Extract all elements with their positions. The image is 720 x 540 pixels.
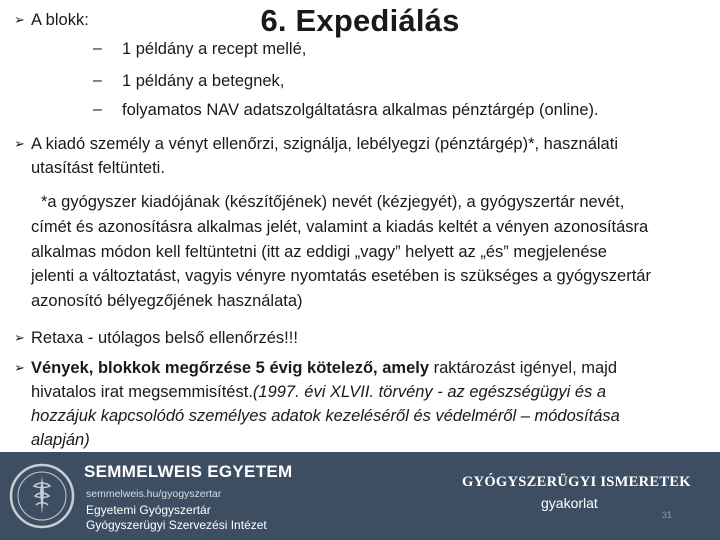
footnote-line: *a gyógyszer kiadójának (készítőjének) nevét (kézjegyét), a gyógyszertár nevét, (41, 193, 625, 211)
normal-text: raktározást igényel, majd (429, 359, 618, 377)
dash-marker: – (93, 72, 102, 89)
bullet-text: A blokk: (31, 11, 89, 29)
bullet-arrow-icon: ➢ (14, 136, 25, 151)
slide-title: 6. Expediálás (260, 3, 460, 38)
bullet-text-line1: A kiadó személy a vényt ellenőrzi, szignálja, lebélyegzi (pénztárgép)*, használati (31, 135, 618, 153)
bold-text: Vények, blokkok megőrzése 5 évig kötelező, amely (31, 359, 430, 377)
footnote-line: alkalmas módon kell feltüntetni (itt az eddigi „vagy” helyett az „és” megjelenése (31, 242, 607, 261)
university-name: SEMMELWEIS EGYETEM (84, 462, 293, 481)
bullet-text-line4 (14, 428, 714, 452)
bullet-kiado-szemely (14, 132, 714, 180)
dash-marker: – (93, 101, 102, 118)
bullet-arrow-icon: ➢ (14, 12, 25, 27)
italic-text: hozzájuk kapcsolódó személyes adatok kezeléséről és védelméről – módosítása (31, 407, 620, 425)
bullet-text-line2 (14, 380, 714, 404)
bullet-text-line3 (14, 404, 714, 428)
bullet-arrow-icon: ➢ (14, 360, 25, 375)
footnote-paragraph (31, 190, 711, 314)
page-number: 31 (662, 510, 673, 520)
sub-item-recept (93, 37, 703, 61)
course-title: GYÓGYSZERÜGYI ISMERETEK (462, 474, 691, 490)
bullet-retaxa (14, 326, 714, 350)
sub-item-text: 1 példány a betegnek, (122, 72, 285, 90)
footnote-line: címét és azonosításra alkalmas jelét, valamint a kiadás keltét a vényen azonosításra (31, 217, 649, 236)
bullet-megorzes (14, 356, 714, 452)
institute-line2: Gyógyszerügyi Szervezési Intézet (86, 518, 267, 532)
footnote-line: azonosító bélyegzőjének használata) (31, 292, 303, 311)
bullet-a-blokk (14, 8, 214, 32)
sub-item-beteg (93, 69, 703, 93)
course-type: gyakorlat (541, 495, 598, 511)
dash-marker: – (93, 40, 102, 57)
italic-text: (1997. évi XLVII. törvény - az egészségügyi és a (252, 383, 607, 401)
normal-text: hivatalos irat megsemmisítést. (31, 383, 253, 401)
semmelweis-seal-logo (8, 462, 76, 530)
bullet-text: Retaxa - utólagos belső ellenőrzés!!! (31, 329, 298, 347)
bullet-text-line1 (14, 356, 714, 380)
bullet-text-line2: utasítást feltünteti. (31, 159, 165, 177)
italic-text: alapján) (31, 431, 90, 449)
sub-item-nav (93, 98, 703, 122)
sub-item-text: folyamatos NAV adatszolgáltatásra alkalmas pénztárgép (online). (122, 101, 599, 119)
bullet-arrow-icon: ➢ (14, 330, 25, 345)
footer-bar (0, 452, 720, 540)
sub-item-text: 1 példány a recept mellé, (122, 40, 307, 58)
footnote-line: jelenti a változtatást, vagyis vényre nyomtatás esetében is szükséges a gyógyszertár (31, 267, 651, 286)
footer-url: semmelweis.hu/gyogyszertar (86, 488, 222, 500)
institute-line1: Egyetemi Gyógyszertár (86, 503, 211, 517)
